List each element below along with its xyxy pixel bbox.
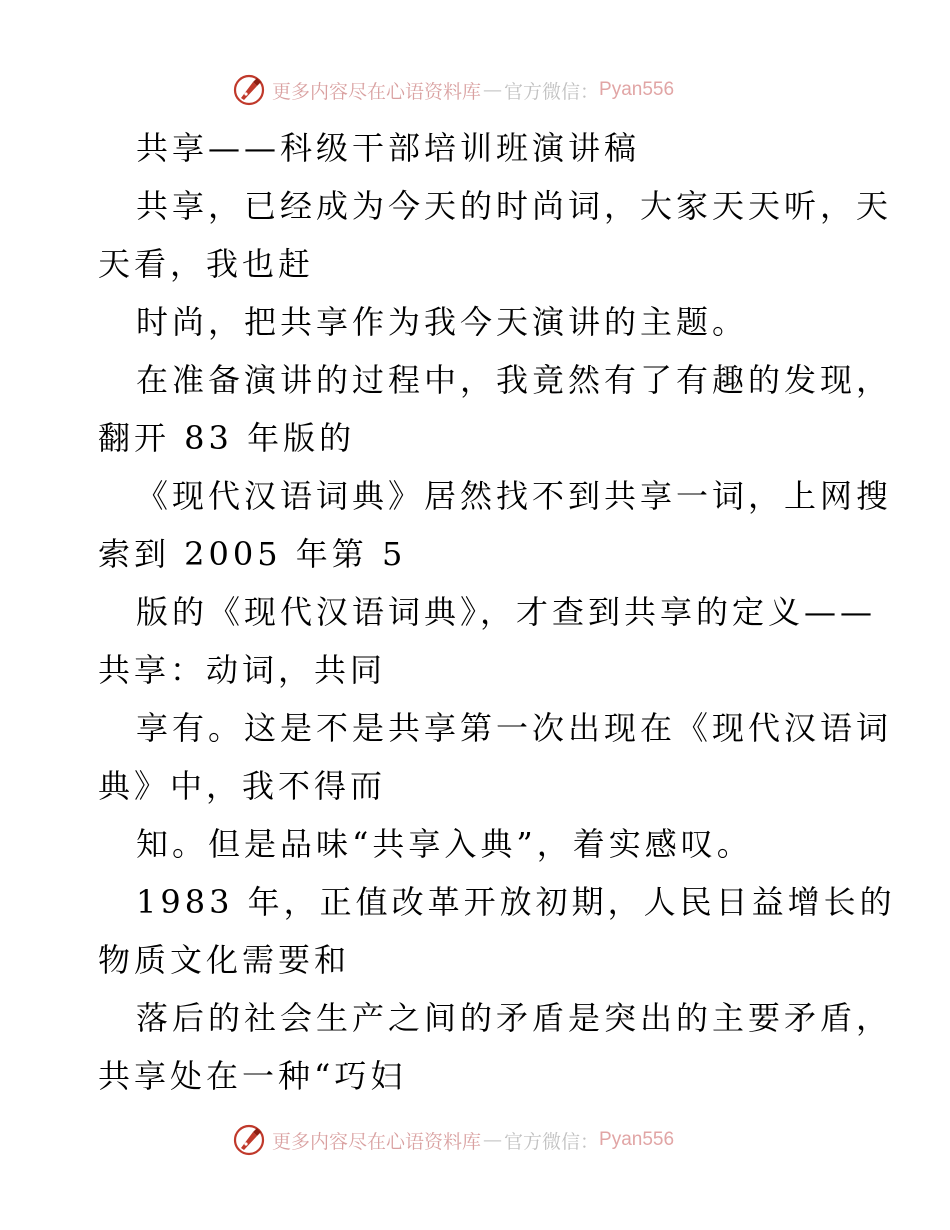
header-wechat-label: 官方微信： — [504, 80, 600, 103]
text-line: 物质文化需要和 — [98, 941, 351, 979]
pen-nib-logo-icon — [232, 1123, 266, 1157]
text-line: 时尚，把共享作为我今天演讲的主题。 — [136, 303, 749, 341]
header-site-text: 更多内容尽在心语资料库 — [272, 80, 482, 103]
text-line: 典》中，我不得而 — [98, 767, 387, 805]
document-title: 共享——科级干部培训班演讲稿 — [136, 129, 641, 167]
text-line: 1983 年，正值改革开放初期，人民日益增长的 — [136, 883, 896, 921]
text-line: 《现代汉语词典》居然找不到共享一词，上网搜 — [136, 477, 893, 515]
text-line: 享有。这是不是共享第一次出现在《现代汉语词 — [136, 709, 893, 747]
text-line: 落后的社会生产之间的矛盾是突出的主要矛盾， — [136, 999, 893, 1037]
text-line: 共享，已经成为今天的时尚词，大家天天听，天 — [136, 187, 893, 225]
footer-site-text: 更多内容尽在心语资料库 — [272, 1130, 482, 1153]
header-banner — [232, 70, 712, 110]
text-line: 共享：动词，共同 — [98, 651, 387, 689]
text-line: 天看，我也赶 — [98, 245, 315, 283]
text-line: 共享处在一种“巧妇 — [98, 1057, 407, 1095]
header-dash: — — [483, 79, 503, 101]
pen-nib-logo-icon — [232, 73, 266, 107]
text-line: 知。但是品味“共享入典”，着实感叹。 — [136, 825, 753, 863]
text-line: 翻开 83 年版的 — [98, 419, 356, 457]
text-line: 版的《现代汉语词典》，才查到共享的定义—— — [136, 593, 877, 631]
header-wechat-id: Pyan556 — [599, 79, 675, 100]
footer-banner — [232, 1120, 712, 1160]
text-line: 在准备演讲的过程中，我竟然有了有趣的发现， — [136, 361, 893, 399]
footer-wechat-id: Pyan556 — [599, 1129, 675, 1150]
text-line: 索到 2005 年第 5 — [98, 535, 407, 573]
footer-wechat-label: 官方微信： — [504, 1130, 600, 1153]
footer-dash: — — [483, 1129, 503, 1151]
